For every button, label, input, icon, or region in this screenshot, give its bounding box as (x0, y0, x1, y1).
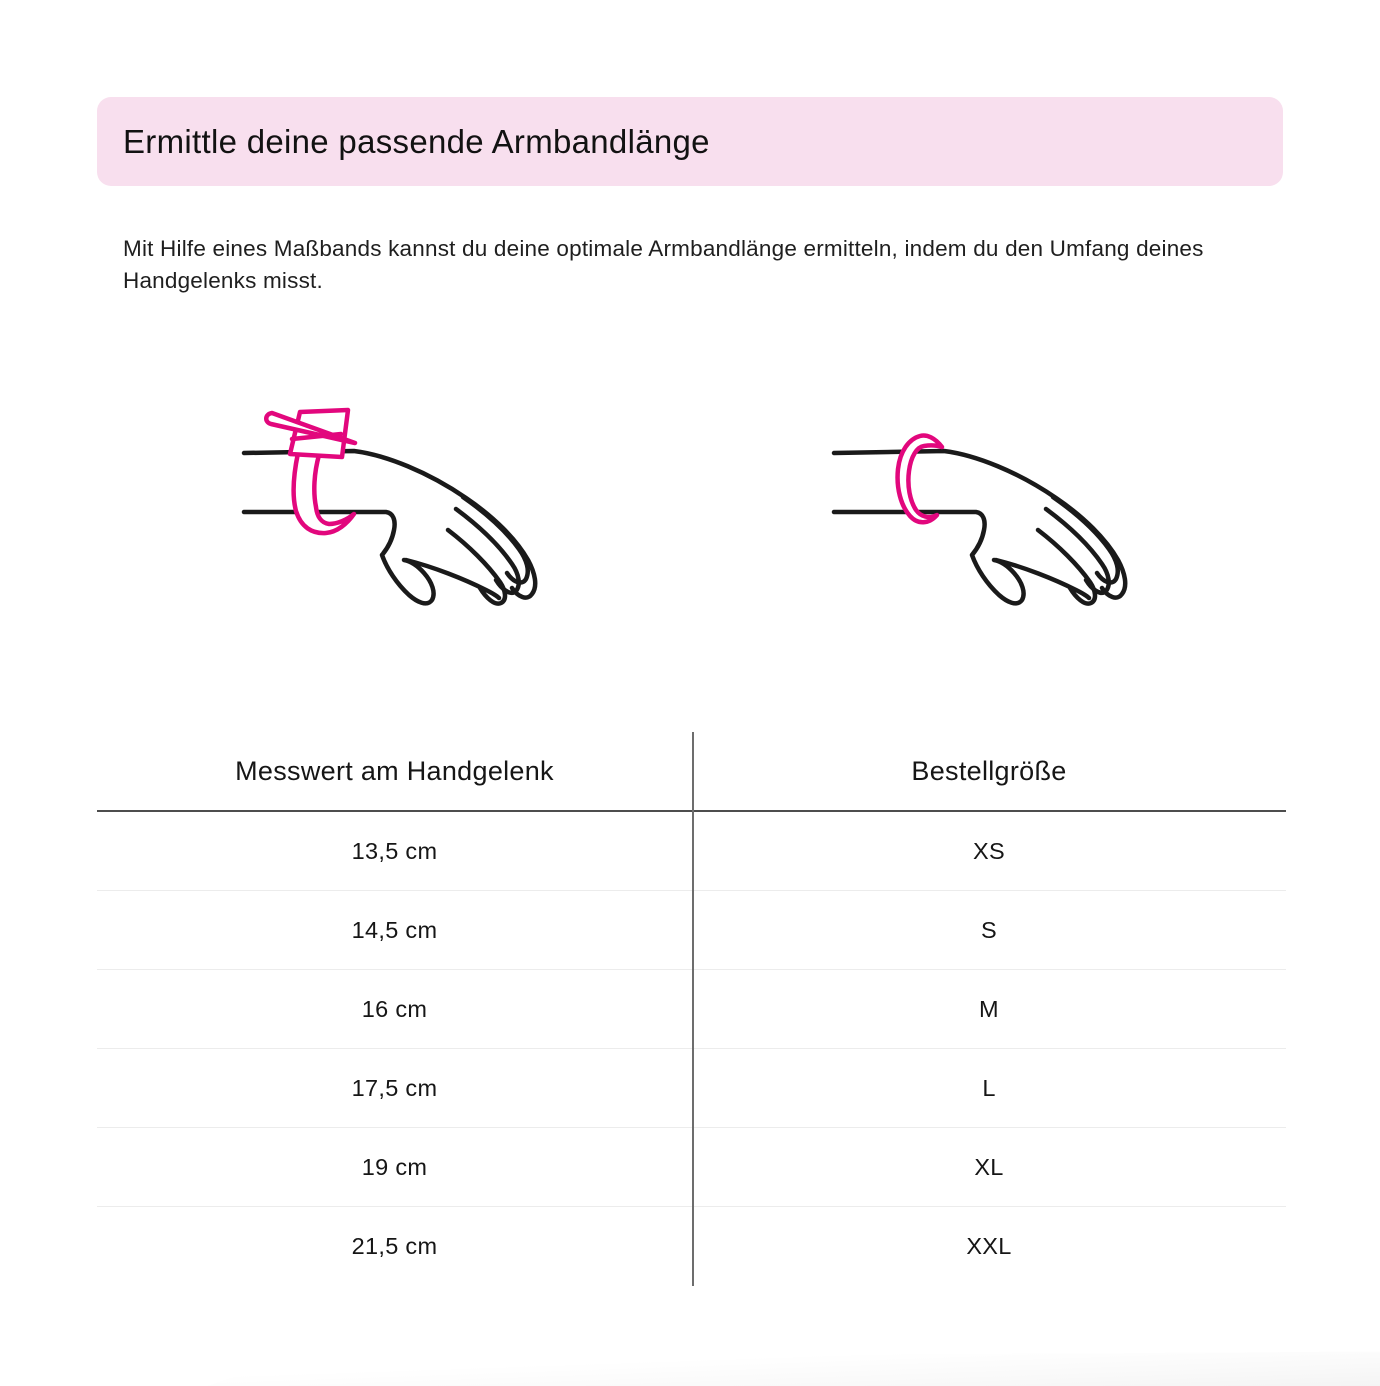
column-header-measurement: Messwert am Handgelenk (235, 755, 554, 786)
bracelet-wrist-illustration (826, 383, 1136, 635)
measuring-tape-wrist-illustration (236, 383, 546, 635)
measurement-cell: 16 cm (361, 995, 428, 1022)
size-table (97, 732, 1286, 1286)
size-cell: XL (974, 1153, 1004, 1180)
size-cell: XS (973, 837, 1005, 864)
tape-band (294, 453, 354, 533)
page-bottom-shadow (0, 1340, 1380, 1386)
illustration-row (0, 383, 1380, 643)
column-header-size: Bestellgröße (911, 755, 1067, 786)
size-cell: XXL (966, 1233, 1012, 1259)
size-cell: L (982, 1074, 996, 1101)
measurement-cell: 19 cm (361, 1153, 428, 1180)
title-banner (97, 97, 1283, 186)
size-cell: M (979, 995, 999, 1022)
table-column-divider (692, 732, 694, 1286)
bracelet-band (898, 435, 942, 522)
measurement-cell: 14,5 cm (351, 916, 438, 943)
measurement-cell: 21,5 cm (351, 1233, 438, 1259)
size-cell: S (981, 916, 997, 943)
measurement-cell: 13,5 cm (351, 837, 438, 864)
intro-text: Mit Hilfe eines Maßbands kannst du deine optimale Armbandlänge ermitteln, indem du den Umfang deines Handgelenks misst. (123, 235, 1204, 293)
measurement-cell: 17,5 cm (351, 1074, 438, 1101)
page-title: Ermittle deine passende Armbandlänge (123, 122, 710, 160)
